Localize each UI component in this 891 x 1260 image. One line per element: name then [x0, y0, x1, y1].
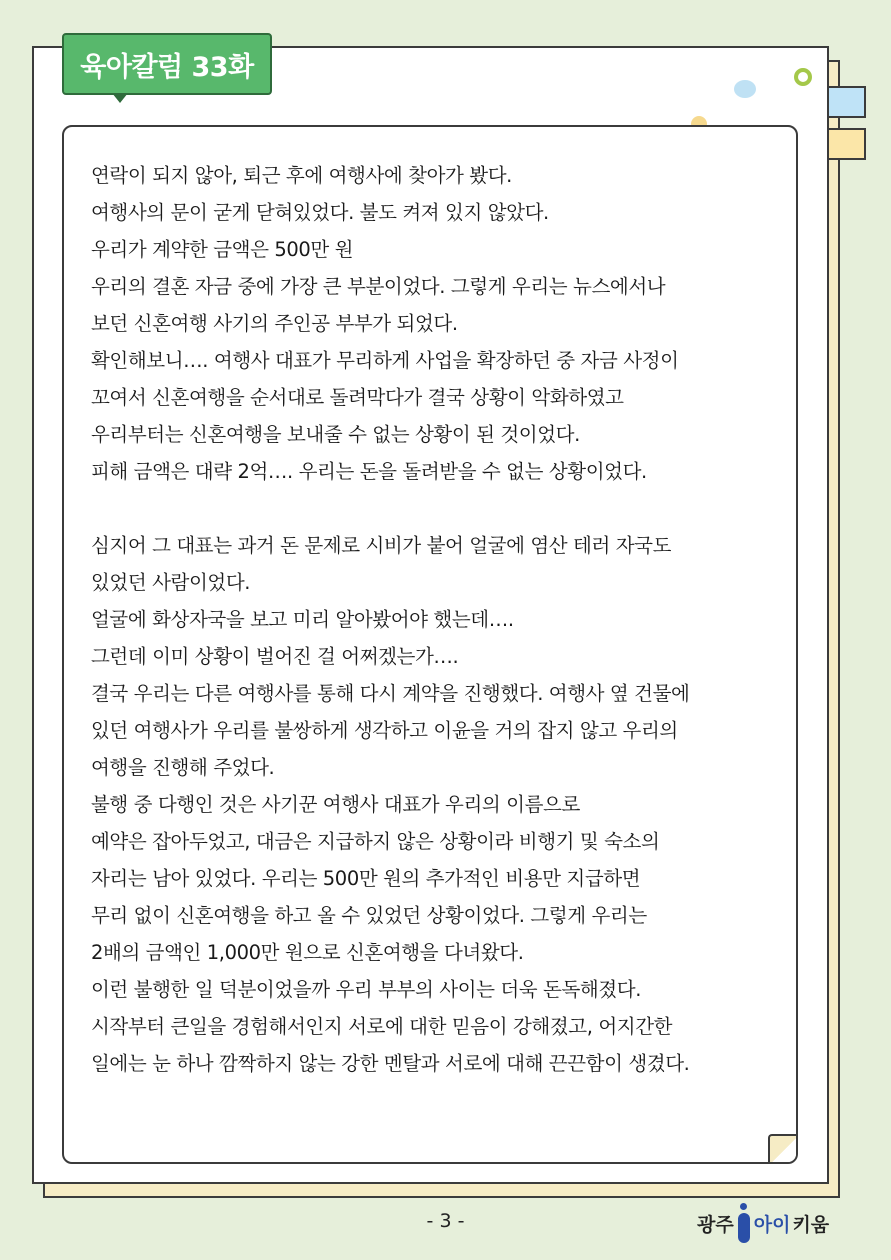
text-line: 불행 중 다행인 것은 사기꾼 여행사 대표가 우리의 이름으로	[91, 793, 580, 816]
blank-line	[91, 490, 791, 527]
brand-logo	[697, 1200, 829, 1246]
text-line: 2배의 금액인 1,000만 원으로 신혼여행을 다녀왔다.	[91, 941, 524, 964]
text-line: 자리는 남아 있었다. 우리는 500만 원의 추가적인 비용만 지급하면	[91, 867, 641, 890]
text-line: 있던 여행사가 우리를 불쌍하게 생각하고 이윤을 거의 잡지 않고 우리의	[91, 719, 678, 742]
text-line: 있었던 사람이었다.	[91, 571, 251, 594]
green-ring-decoration	[794, 68, 812, 86]
text-line: 보던 신혼여행 사기의 주인공 부부가 되었다.	[91, 312, 458, 335]
text-line: 여행을 진행해 주었다.	[91, 756, 275, 779]
text-line: 무리 없이 신혼여행을 하고 올 수 있었던 상황이었다. 그렇게 우리는	[91, 904, 647, 927]
text-line: 연락이 되지 않아, 퇴근 후에 여행사에 찾아가 봤다.	[91, 164, 512, 187]
person-icon	[736, 1203, 752, 1243]
blue-tab-decoration	[826, 86, 866, 118]
text-line: 여행사의 문이 굳게 닫혀있었다. 불도 켜져 있지 않았다.	[91, 201, 549, 224]
logo-accent: 아이	[753, 1213, 791, 1236]
content-box	[62, 125, 798, 1164]
text-line: 우리가 계약한 금액은 500만 원	[91, 238, 354, 261]
text-line: 그런데 이미 상황이 벌어진 걸 어쩌겠는가….	[91, 645, 459, 668]
yellow-tab-decoration	[826, 128, 866, 160]
text-line: 이런 불행한 일 덕분이었을까 우리 부부의 사이는 더욱 돈독해졌다.	[91, 978, 641, 1001]
text-line: 얼굴에 화상자국을 보고 미리 알아봤어야 했는데….	[91, 608, 514, 631]
column-title: 육아칼럼 33화	[62, 33, 272, 95]
text-line: 결국 우리는 다른 여행사를 통해 다시 계약을 진행했다. 여행사 옆 건물에	[91, 682, 690, 705]
text-line: 우리의 결혼 자금 중에 가장 큰 부분이었다. 그렇게 우리는 뉴스에서나	[91, 275, 666, 298]
article-text	[91, 157, 791, 1082]
highlighted-text-line: 시작부터 큰일을 경험해서인지 서로에 대한 믿음이 강해졌고, 어지간한	[91, 1008, 791, 1045]
text-line: 예약은 잡아두었고, 대금은 지급하지 않은 상황이라 비행기 및 숙소의	[91, 830, 660, 853]
logo-suffix: 키움	[792, 1213, 830, 1236]
page-number: - 3 -	[426, 1210, 465, 1232]
text-line: 피해 금액은 대략 2억…. 우리는 돈을 돌려받을 수 없는 상황이었다.	[91, 460, 647, 483]
page-fold-corner	[768, 1134, 798, 1164]
text-line: 확인해보니…. 여행사 대표가 무리하게 사업을 확장하던 중 자금 사정이	[91, 349, 679, 372]
highlighted-text-line: 일에는 눈 하나 깜짝하지 않는 강한 멘탈과 서로에 대해 끈끈함이 생겼다.	[91, 1045, 791, 1082]
title-badge-tail	[112, 93, 128, 103]
text-line: 우리부터는 신혼여행을 보내줄 수 없는 상황이 된 것이었다.	[91, 423, 580, 446]
blue-dot-decoration	[734, 80, 756, 98]
text-line: 심지어 그 대표는 과거 돈 문제로 시비가 붙어 얼굴에 염산 테러 자국도	[91, 534, 672, 557]
logo-prefix: 광주	[697, 1213, 734, 1236]
text-line: 꼬여서 신혼여행을 순서대로 돌려막다가 결국 상황이 악화하였고	[91, 386, 624, 409]
